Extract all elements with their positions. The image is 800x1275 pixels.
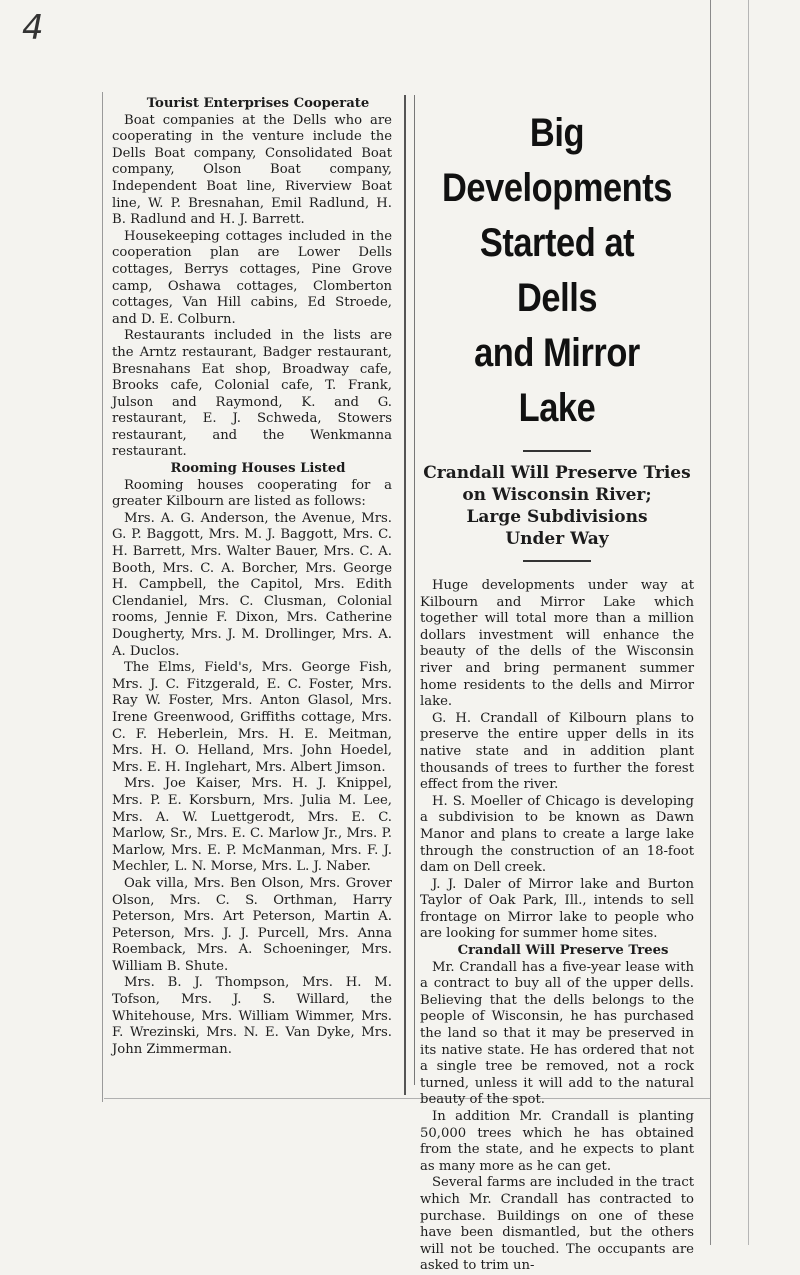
clipping-border-left — [102, 92, 103, 1102]
heading-rooming-houses: Rooming Houses Listed — [170, 461, 346, 477]
paragraph-housekeeping-cottages: Housekeeping cottages included in the cooperation plan are Lower Dells cottages, Berrys cottages, Pine Grove camp, Oshawa cottages, Clomberton cottages, Van Hill cabins, Ed Stroede, and D. E. Colburn. — [112, 228, 392, 327]
paragraph-daler-taylor: J. J. Daler of Mirror lake and Burton Taylor of Oak Park, Ill., intends to sell frontage on Mirror lake to people who are looking for summer home sites. — [420, 876, 694, 942]
paragraph-farms: Several farms are included in the tract which Mr. Crandall has contracted to purchase. Buildings on one of these have been dismantled, but the others will not be touched. The occupants are asked to trim un- — [420, 1175, 694, 1274]
page-number: 4 — [22, 8, 44, 48]
headline-rule — [523, 450, 591, 452]
heading-tourist-enterprises: Tourist Enterprises Cooperate — [146, 96, 370, 111]
paragraph-names-o-s: Oak villa, Mrs. Ben Olson, Mrs. Grover Olson, Mrs. C. S. Orthman, Harry Peterson, Mrs. Art Peterson, Martin A. Peterson, Mrs. J. J. Purcell, Mrs. Anna Roemback, Mrs. A. Schoeninger, Mrs. William B. Shute. — [112, 875, 392, 974]
headline — [439, 106, 675, 436]
deck-headline — [420, 462, 694, 550]
headline-line: Started at Dells — [479, 221, 635, 320]
paragraph-lease: Mr. Crandall has a five-year lease with a contract to buy all of the upper dells. Believing that the dells belongs to the people of Wisconsin, he has purchased the land so that it may be preserved in its native state. He has ordered that not a single tree be removed, not a rock turned, unless it will add to the natural beauty of the spot. — [420, 959, 694, 1108]
deck-line: Crandall Will Preserve Tries — [423, 463, 691, 483]
column-rule-inner — [414, 95, 415, 1085]
paragraph-crandall-plans: G. H. Crandall of Kilbourn plans to preserve the entire upper dells in its native state and in addition plant thousands of trees to further the forest effect from the river. — [420, 710, 694, 793]
paragraph-planting: In addition Mr. Crandall is planting 50,000 trees which he has obtained from the state, and he expects to plant as many more as he can get. — [420, 1109, 694, 1174]
deck-line: Under Way — [505, 529, 609, 549]
deck-line: Large Subdivisions — [466, 507, 648, 527]
paragraph-boat-companies: Boat companies at the Dells who are cooperating in the venture include the Dells Boat company, Consolidated Boat company, Olson Boat company, Independent Boat line, Riverview Boat line, W. P. Bresnahan, Emil Radlund, H. B. Radlund and H. J. Barrett. — [112, 112, 392, 228]
heading-preserve-trees: Crandall Will Preserve Trees — [457, 943, 669, 959]
paragraph-names-e-j: The Elms, Field's, Mrs. George Fish, Mrs. J. C. Fitzgerald, E. C. Foster, Mrs. Ray W. Foster, Mrs. Anton Glasol, Mrs. Irene Greenwood, Griffiths cottage, Mrs. C. F. Heberlein, Mrs. H. E. Meitman, Mrs. H. O. Helland, Mrs. John Hoedel, Mrs. E. H. Inglehart, Mrs. Albert Jimson. — [112, 660, 392, 775]
right-column — [420, 96, 694, 1275]
column-rule — [404, 95, 406, 1095]
paragraph-names-a-d: Mrs. A. G. Anderson, the Avenue, Mrs. G. P. Baggott, Mrs. M. J. Baggott, Mrs. C. H. Barrett, Mrs. Walter Bauer, Mrs. C. A. Booth, Mrs. C. A. Borcher, Mrs. George H. Campbell, the Capitol, Mrs. Edith Clendaniel, Mrs. C. Clusman, Colonial rooms, Jennie F. Dixon, Mrs. Catherine Dougherty, Mrs. J. M. Drollinger, Mrs. A. A. Duclos. — [112, 510, 392, 659]
paragraph-names-t-z: Mrs. B. J. Thompson, Mrs. H. M. Tofson, Mrs. J. S. Willard, the Whitehouse, Mrs. William Wimmer, Mrs. F. Wrezinski, Mrs. N. E. Van Dyke, Mrs. John Zimmerman. — [112, 975, 392, 1057]
paragraph-moeller: H. S. Moeller of Chicago is developing a subdivision to be known as Dawn Manor and plans to create a large lake through the construction of an 18-foot dam on Dell creek. — [420, 793, 694, 876]
paragraph-rooming-intro: Rooming houses cooperating for a greater Kilbourn are listed as follows: — [112, 477, 392, 510]
page-edge — [748, 0, 749, 1245]
headline-line: Big Developments — [442, 111, 672, 210]
clipping-border-right — [710, 0, 711, 1245]
deck-line: on Wisconsin River; — [462, 485, 652, 505]
headline-line: and Mirror Lake — [474, 331, 640, 430]
left-column — [112, 96, 392, 1058]
paragraph-huge-developments: Huge developments under way at Kilbourn and Mirror Lake which together will total more than a million dollars investment will enhance the beauty of the dells of the Wisconsin river and bring permanent summer home residents to the dells and Mirror lake. — [420, 578, 694, 710]
paragraph-names-k-n: Mrs. Joe Kaiser, Mrs. H. J. Knippel, Mrs. P. E. Korsburn, Mrs. Julia M. Lee, Mrs. A. W. Luettgerodt, Mrs. E. C. Marlow, Sr., Mrs. E. C. Marlow Jr., Mrs. P. Marlow, Mrs. E. P. McManman, Mrs. F. J. Mechler, L. N. Morse, Mrs. L. J. Naber. — [112, 776, 392, 875]
deck-rule — [523, 560, 591, 562]
paragraph-restaurants: Restaurants included in the lists are the Arntz restaurant, Badger restaurant, Bresnahans Eat shop, Broadway cafe, Brooks cafe, Colonial cafe, T. Frank, Julson and Raymond, K. and G. restaurant, E. J. Schweda, Stowers restaurant, and the Wenkmanna restaurant. — [112, 328, 392, 460]
